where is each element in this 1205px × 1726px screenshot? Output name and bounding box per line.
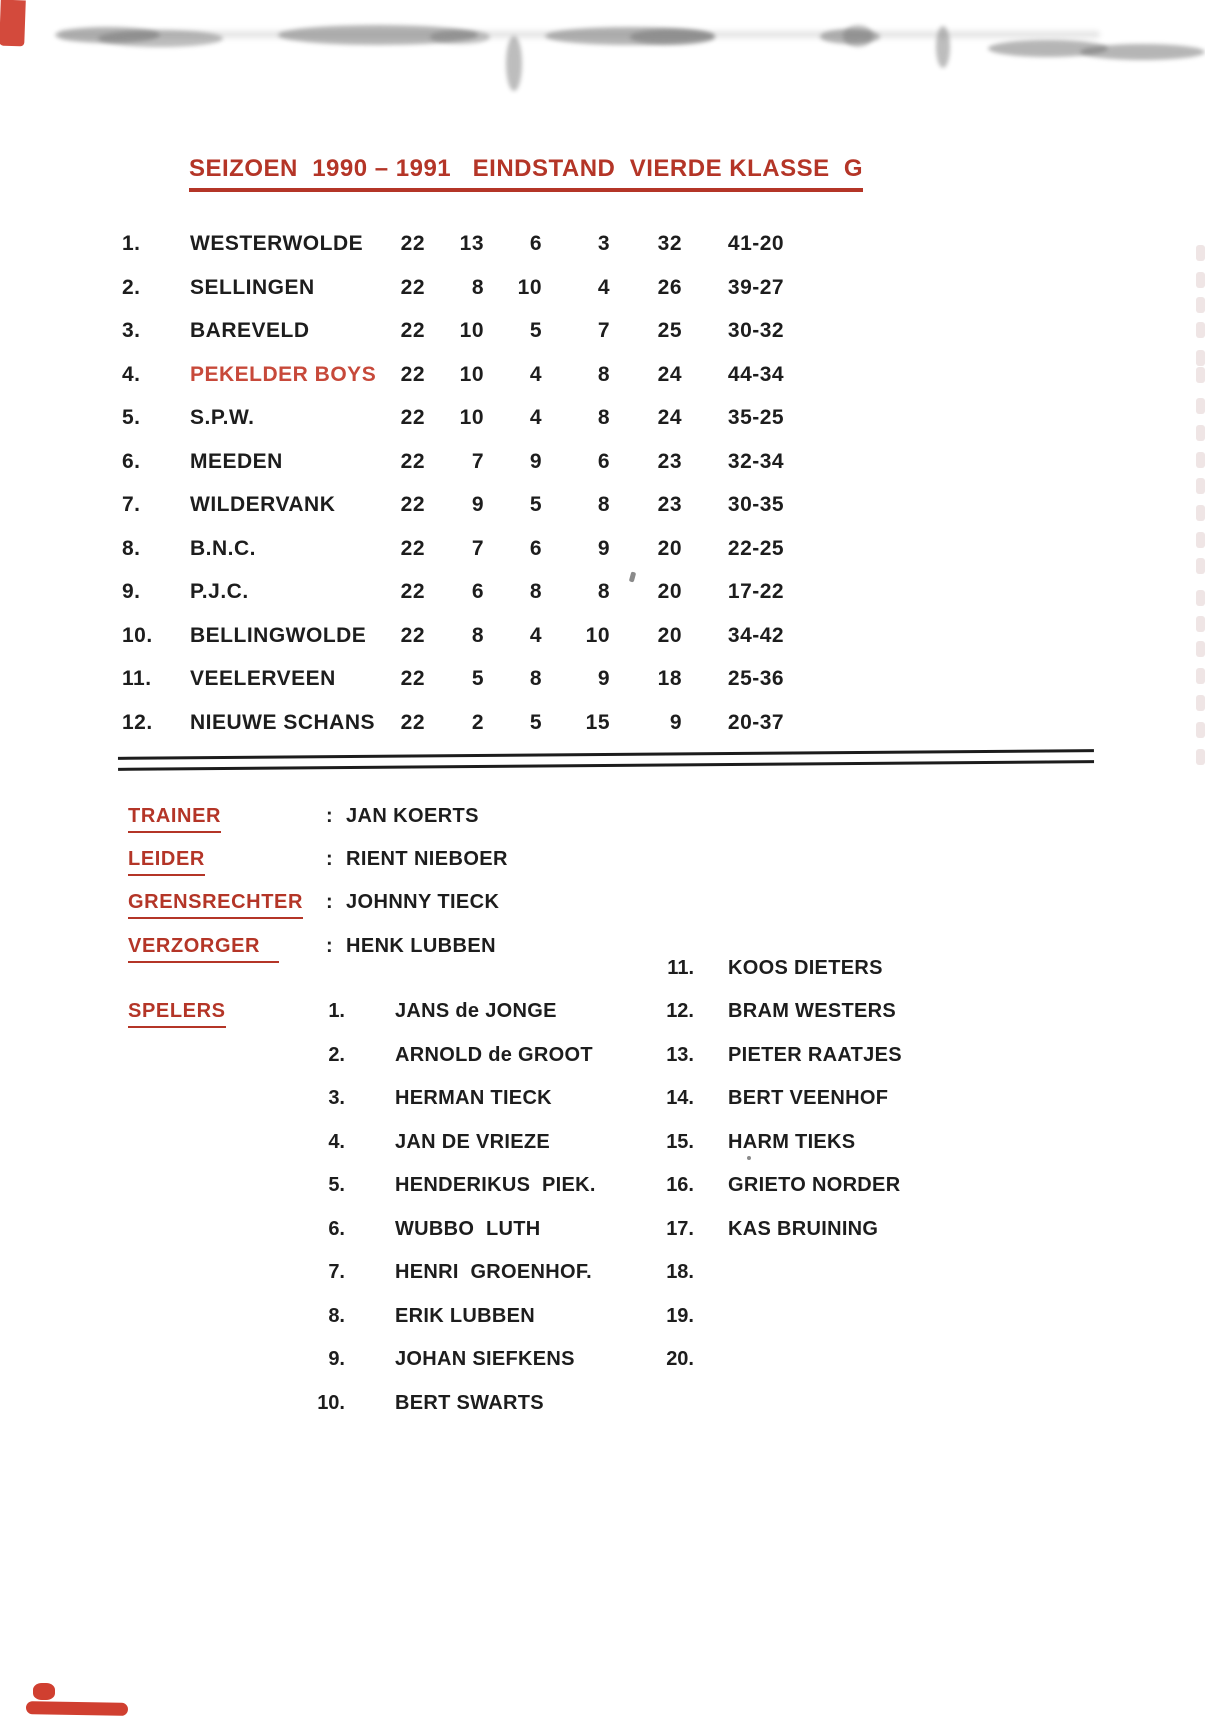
- player-name: BERT VEENHOF: [728, 1087, 889, 1109]
- cell-rank: 11.: [122, 667, 152, 690]
- cell-rank: 2.: [122, 275, 141, 299]
- staff-name: RIENT NIEBOER: [346, 848, 508, 870]
- cell-lost: 4: [597, 275, 610, 299]
- cell-drawn: 8: [529, 667, 542, 690]
- cell-team: WILDERVANK: [190, 493, 336, 516]
- staff-name: JOHNNY TIECK: [346, 891, 500, 913]
- cell-won: 13: [459, 232, 484, 255]
- cell-played: 22: [400, 362, 425, 386]
- cell-lost: 8: [597, 362, 610, 386]
- cell-lost: 6: [597, 449, 610, 473]
- cell-points: 9: [669, 710, 682, 734]
- player-name: JANS de JONGE: [395, 1000, 557, 1022]
- table-row: [0, 493, 1205, 523]
- cell-played: 22: [400, 710, 425, 734]
- players-heading: SPELERS: [128, 1000, 226, 1028]
- cell-team: BELLINGWOLDE: [190, 623, 367, 647]
- player-name: HERMAN TIECK: [395, 1087, 552, 1109]
- cell-played: 22: [400, 493, 425, 516]
- cell-goals: 17-22: [727, 580, 785, 603]
- player-name: JAN DE VRIEZE: [395, 1130, 551, 1153]
- cell-points: 24: [657, 362, 682, 386]
- staff-name: HENK LUBBEN: [346, 935, 496, 957]
- scan-stain-red-bottom-dash: [26, 1701, 128, 1716]
- cell-played: 22: [400, 449, 425, 473]
- cell-rank: 3.: [122, 319, 141, 342]
- staff-label: VERZORGER: [128, 935, 279, 963]
- table-row: [0, 711, 1205, 741]
- double-rule-divider: [118, 749, 1094, 771]
- player-name: HENRI GROENHOF.: [395, 1261, 593, 1283]
- cell-drawn: 10: [517, 275, 542, 299]
- staff-colon: :: [326, 891, 333, 913]
- scan-edge-mark: [1196, 478, 1205, 494]
- player-number: 18.: [666, 1261, 694, 1283]
- cell-team: SELLINGEN: [190, 275, 315, 299]
- cell-drawn: 4: [529, 623, 542, 647]
- cell-team: NIEUWE SCHANS: [190, 710, 376, 734]
- cell-played: 22: [400, 580, 425, 603]
- scan-smudge: [630, 29, 715, 45]
- cell-goals: 30-35: [727, 493, 785, 516]
- player-name: KAS BRUINING: [728, 1217, 879, 1240]
- player-name: KOOS DIETERS: [728, 956, 883, 979]
- player-name: GRIETO NORDER: [728, 1174, 901, 1196]
- cell-won: 10: [459, 319, 484, 342]
- staff-label: TRAINER: [128, 805, 221, 833]
- staff-colon: :: [326, 935, 333, 957]
- player-name: WUBBO LUTH: [395, 1217, 541, 1240]
- cell-lost: 3: [597, 232, 610, 255]
- cell-rank: 5.: [122, 406, 141, 429]
- cell-drawn: 5: [529, 319, 542, 342]
- player-number: 4.: [328, 1130, 345, 1153]
- cell-team: PEKELDER BOYS: [190, 362, 377, 386]
- cell-won: 10: [459, 406, 484, 429]
- cell-goals: 32-34: [727, 449, 785, 473]
- scan-stain-red-bottom-blob: [33, 1683, 55, 1700]
- cell-lost: 8: [597, 580, 610, 603]
- cell-team: VEELERVEEN: [190, 667, 336, 690]
- cell-won: 5: [471, 667, 484, 690]
- cell-won: 8: [471, 275, 484, 299]
- scan-smudge: [506, 36, 522, 91]
- player-number: 7.: [328, 1261, 345, 1283]
- scan-edge-mark: [1196, 749, 1205, 765]
- scan-smudge: [430, 30, 490, 44]
- staff-colon: :: [326, 848, 333, 870]
- cell-goals: 20-37: [727, 710, 785, 734]
- cell-won: 10: [459, 362, 484, 386]
- page-title: SEIZOEN 1990 – 1991 EINDSTAND VIERDE KLASSE G: [189, 155, 863, 192]
- cell-team: WESTERWOLDE: [190, 232, 364, 255]
- player-number: 20.: [666, 1348, 694, 1370]
- cell-won: 8: [471, 623, 484, 647]
- scan-smudge: [1080, 44, 1205, 60]
- cell-team: B.N.C.: [190, 536, 256, 560]
- table-row: [0, 537, 1205, 567]
- cell-points: 23: [657, 449, 682, 473]
- player-name: BRAM WESTERS: [728, 1000, 897, 1022]
- cell-lost: 8: [597, 493, 610, 516]
- cell-drawn: 9: [529, 449, 542, 473]
- cell-won: 9: [471, 493, 484, 516]
- cell-lost: 15: [585, 710, 610, 734]
- cell-drawn: 6: [529, 232, 542, 255]
- player-number: 13.: [666, 1043, 694, 1066]
- staff-label: GRENSRECHTER: [128, 891, 303, 919]
- cell-team: BAREVELD: [190, 319, 310, 342]
- cell-rank: 1.: [122, 232, 141, 255]
- table-row: [0, 580, 1205, 610]
- player-number: 1.: [328, 1000, 345, 1022]
- cell-drawn: 5: [529, 493, 542, 516]
- player-number: 2.: [328, 1043, 345, 1066]
- cell-team: MEEDEN: [190, 449, 283, 473]
- cell-lost: 7: [597, 319, 610, 342]
- player-number: 14.: [666, 1087, 694, 1109]
- cell-drawn: 5: [529, 710, 542, 734]
- cell-won: 7: [471, 449, 484, 473]
- cell-goals: 30-32: [727, 319, 785, 342]
- cell-rank: 4.: [122, 362, 141, 386]
- scan-stain-red-top-left: [0, 0, 26, 46]
- player-number: 5.: [328, 1174, 345, 1196]
- cell-points: 24: [657, 406, 682, 429]
- cell-drawn: 6: [529, 536, 542, 560]
- cell-won: 2: [471, 710, 484, 734]
- player-number: 16.: [666, 1174, 694, 1196]
- player-name: ARNOLD de GROOT: [395, 1043, 593, 1066]
- cell-played: 22: [400, 536, 425, 560]
- cell-rank: 8.: [122, 536, 141, 560]
- player-name: JOHAN SIEFKENS: [395, 1348, 575, 1370]
- cell-points: 20: [657, 623, 682, 647]
- cell-rank: 7.: [122, 493, 141, 516]
- cell-goals: 44-34: [727, 362, 785, 386]
- cell-goals: 39-27: [727, 275, 785, 299]
- cell-drawn: 4: [529, 362, 542, 386]
- cell-rank: 12.: [122, 710, 153, 734]
- table-row: [0, 667, 1205, 697]
- scan-smudge: [936, 26, 950, 68]
- cell-played: 22: [400, 275, 425, 299]
- player-number: 17.: [666, 1217, 694, 1240]
- table-row: [0, 319, 1205, 349]
- cell-won: 7: [471, 536, 484, 560]
- cell-points: 18: [657, 667, 682, 690]
- player-number: 8.: [328, 1304, 345, 1327]
- cell-lost: 9: [597, 536, 610, 560]
- cell-drawn: 4: [529, 406, 542, 429]
- player-number: 15.: [666, 1130, 694, 1153]
- cell-goals: 35-25: [727, 406, 785, 429]
- cell-goals: 22-25: [727, 536, 785, 560]
- player-name: HARM TIEKS: [728, 1130, 856, 1153]
- cell-rank: 9.: [122, 580, 141, 603]
- player-number: 9.: [328, 1348, 345, 1370]
- cell-played: 22: [400, 406, 425, 429]
- player-number: 3.: [328, 1087, 345, 1109]
- cell-lost: 8: [597, 406, 610, 429]
- player-number: 19.: [666, 1304, 694, 1327]
- cell-goals: 34-42: [727, 623, 785, 647]
- player-number: 12.: [666, 1000, 694, 1022]
- player-name: HENDERIKUS PIEK.: [395, 1174, 596, 1196]
- cell-points: 32: [657, 232, 682, 255]
- cell-goals: 41-20: [727, 232, 785, 255]
- scan-smudge: [98, 30, 223, 47]
- cell-drawn: 8: [529, 580, 542, 603]
- cell-rank: 6.: [122, 449, 141, 473]
- cell-goals: 25-36: [727, 667, 785, 690]
- staff-name: JAN KOERTS: [346, 805, 479, 827]
- cell-points: 23: [657, 493, 682, 516]
- scan-smudge: [843, 25, 873, 47]
- scan-edge-mark: [1196, 695, 1205, 711]
- cell-played: 22: [400, 667, 425, 690]
- player-number: 11.: [667, 956, 694, 979]
- table-row: [0, 276, 1205, 306]
- cell-played: 22: [400, 319, 425, 342]
- cell-lost: 9: [597, 667, 610, 690]
- cell-points: 26: [657, 275, 682, 299]
- cell-points: 20: [657, 536, 682, 560]
- cell-points: 20: [657, 580, 682, 603]
- cell-rank: 10.: [122, 623, 153, 647]
- cell-points: 25: [657, 319, 682, 342]
- table-row: [0, 450, 1205, 480]
- stray-dot-mark: [747, 1156, 751, 1160]
- cell-played: 22: [400, 623, 425, 647]
- staff-colon: :: [326, 805, 333, 827]
- player-number: 10.: [317, 1391, 345, 1414]
- player-name: BERT SWARTS: [395, 1391, 544, 1414]
- table-row: [0, 232, 1205, 262]
- cell-team: S.P.W.: [190, 406, 255, 429]
- cell-played: 22: [400, 232, 425, 255]
- table-row: [0, 363, 1205, 393]
- staff-label: LEIDER: [128, 848, 205, 876]
- player-name: PIETER RAATJES: [728, 1043, 902, 1066]
- player-name: ERIK LUBBEN: [395, 1304, 535, 1327]
- table-row: [0, 406, 1205, 436]
- cell-won: 6: [471, 580, 484, 603]
- table-row: [0, 624, 1205, 654]
- cell-team: P.J.C.: [190, 580, 249, 603]
- cell-lost: 10: [585, 623, 610, 647]
- player-number: 6.: [328, 1217, 345, 1240]
